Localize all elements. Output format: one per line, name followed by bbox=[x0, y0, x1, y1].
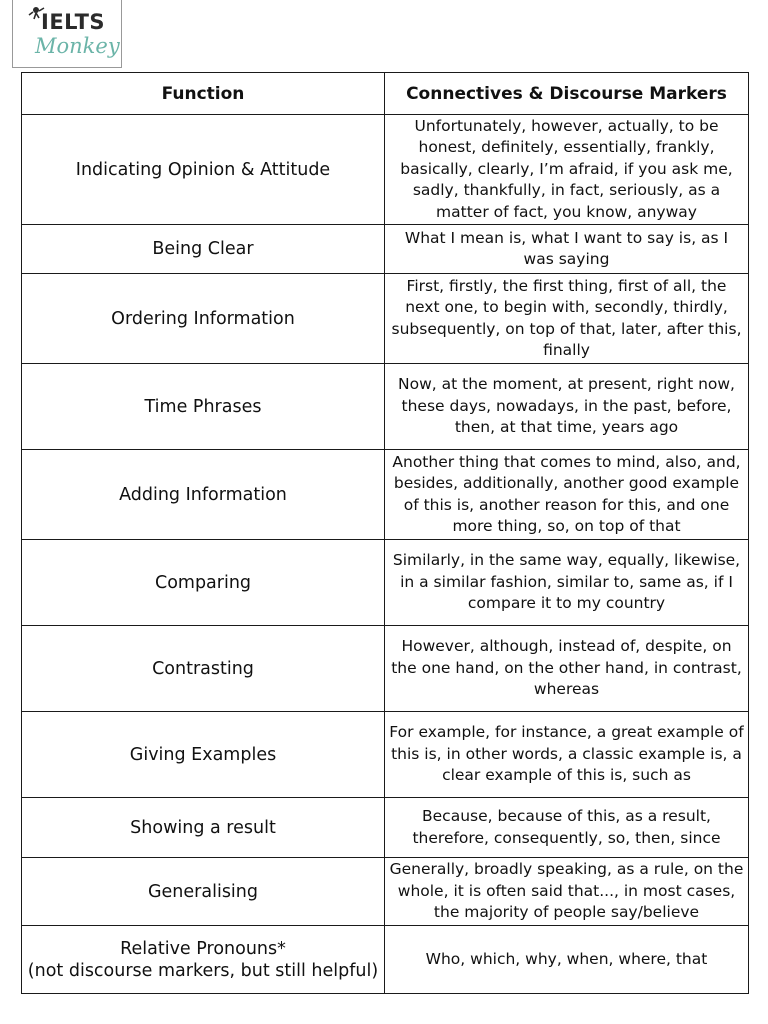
examples-cell: Because, because of this, as a result, therefore, consequently, so, then, since bbox=[385, 798, 749, 858]
logo-text-ielts: IELTS bbox=[41, 10, 106, 34]
ielts-monkey-logo bbox=[12, 0, 122, 68]
table-row bbox=[22, 540, 749, 626]
examples-cell: Another thing that comes to mind, also, and, besides, additionally, another good example of this is, another reason for this, and one more thing, so, on top of that bbox=[385, 450, 749, 540]
examples-cell: Generally, broadly speaking, as a rule, on the whole, it is often said that..., in most cases, the majority of people say/believe bbox=[385, 858, 749, 926]
examples-cell: However, although, instead of, despite, on the one hand, on the other hand, in contrast, whereas bbox=[385, 626, 749, 712]
header-connectives: Connectives & Discourse Markers bbox=[385, 73, 749, 115]
function-cell: Giving Examples bbox=[22, 712, 385, 798]
examples-cell: What I mean is, what I want to say is, as I was saying bbox=[385, 225, 749, 274]
function-note: (not discourse markers, but still helpful) bbox=[27, 960, 379, 981]
function-cell bbox=[22, 926, 385, 994]
discourse-markers-table bbox=[21, 72, 749, 994]
function-cell: Indicating Opinion & Attitude bbox=[22, 115, 385, 225]
examples-cell: First, firstly, the first thing, first of all, the next one, to begin with, secondly, thirdly, subsequently, on top of that, later, after this, finally bbox=[385, 274, 749, 364]
function-cell: Adding Information bbox=[22, 450, 385, 540]
function-cell: Comparing bbox=[22, 540, 385, 626]
table-row bbox=[22, 225, 749, 274]
examples-cell: Unfortunately, however, actually, to be honest, definitely, essentially, frankly, basically, clearly, I’m afraid, if you ask me, sadly, thankfully, in fact, seriously, as a matter of fact, you know, anyway bbox=[385, 115, 749, 225]
table-row bbox=[22, 364, 749, 450]
table-row bbox=[22, 115, 749, 225]
logo-text-monkey: Monkey bbox=[35, 34, 120, 58]
examples-cell: Similarly, in the same way, equally, likewise, in a similar fashion, similar to, same as, if I compare it to my country bbox=[385, 540, 749, 626]
table-row bbox=[22, 274, 749, 364]
function-cell: Showing a result bbox=[22, 798, 385, 858]
table-header-row bbox=[22, 73, 749, 115]
examples-cell: For example, for instance, a great example of this is, in other words, a classic example is, a clear example of this is, such as bbox=[385, 712, 749, 798]
table-row bbox=[22, 712, 749, 798]
examples-cell: Now, at the moment, at present, right now, these days, nowadays, in the past, before, then, at that time, years ago bbox=[385, 364, 749, 450]
table-row bbox=[22, 858, 749, 926]
function-cell: Ordering Information bbox=[22, 274, 385, 364]
header-function: Function bbox=[22, 73, 385, 115]
table-row bbox=[22, 926, 749, 994]
examples-cell: Who, which, why, when, where, that bbox=[385, 926, 749, 994]
function-cell: Generalising bbox=[22, 858, 385, 926]
function-cell: Contrasting bbox=[22, 626, 385, 712]
function-cell: Time Phrases bbox=[22, 364, 385, 450]
function-cell: Being Clear bbox=[22, 225, 385, 274]
table-row bbox=[22, 798, 749, 858]
table-row bbox=[22, 626, 749, 712]
function-label: Relative Pronouns* bbox=[120, 938, 286, 959]
table-row bbox=[22, 450, 749, 540]
